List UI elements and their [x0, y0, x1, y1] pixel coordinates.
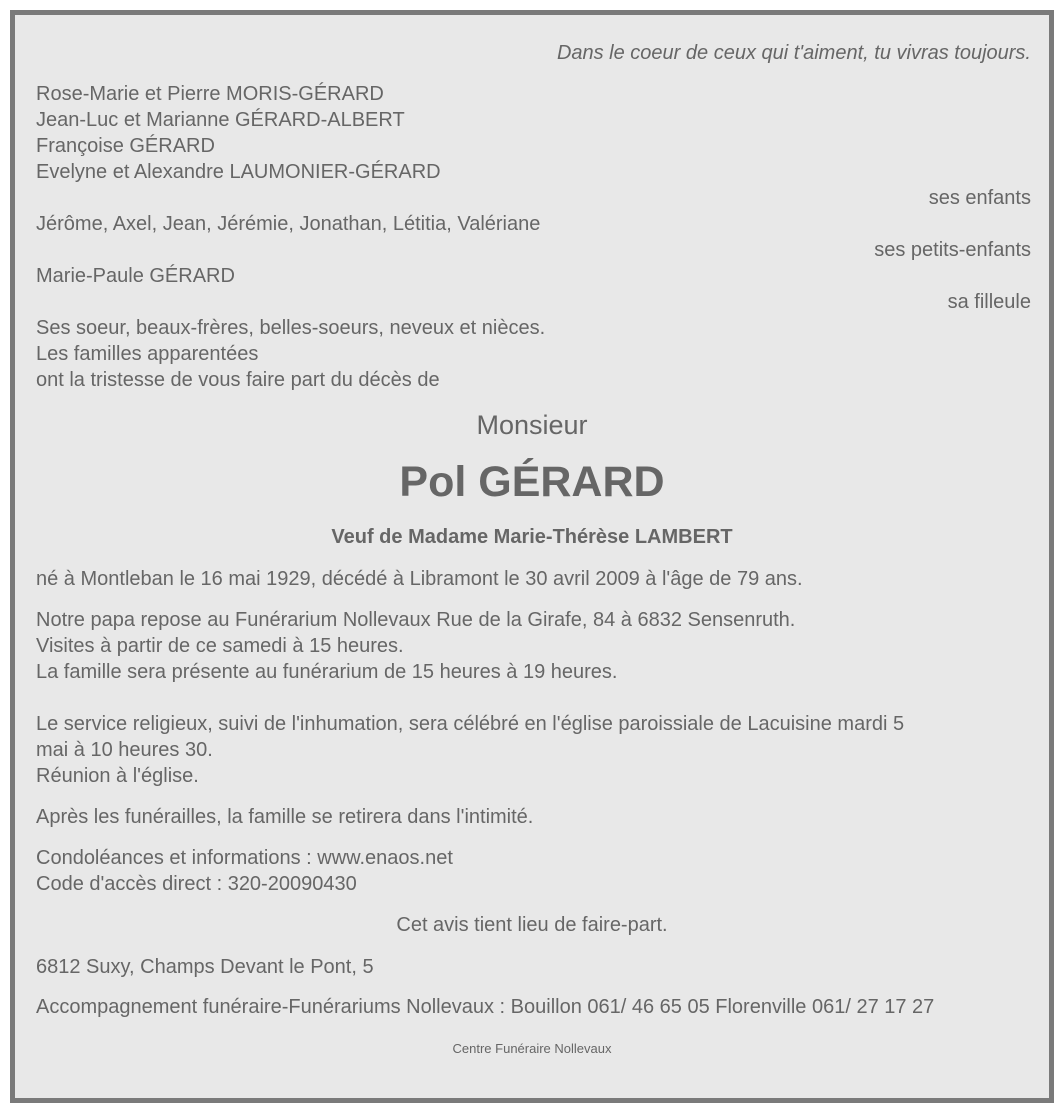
- announcement-line: ont la tristesse de vous faire part du décès de: [36, 369, 440, 391]
- grandchildren-label: ses petits-enfants: [874, 239, 1031, 261]
- service-line: Réunion à l'église.: [36, 765, 199, 787]
- address-line: 6812 Suxy, Champs Devant le Pont, 5: [36, 956, 374, 978]
- widower-of: Veuf de Madame Marie-Thérèse LAMBERT: [331, 526, 733, 548]
- after-funeral-note: Après les funérailles, la famille se retirera dans l'intimité.: [36, 806, 534, 828]
- extended-family-line: Ses soeur, beaux-frères, belles-soeurs, neveux et nièces.: [36, 317, 546, 339]
- birth-death-details: né à Montleban le 16 mai 1929, décédé à Libramont le 30 avril 2009 à l'âge de 79 ans.: [36, 568, 803, 590]
- child-family-line: Rose-Marie et Pierre MORIS-GÉRARD: [36, 83, 384, 105]
- goddaughter-name: Marie-Paule GÉRARD: [36, 265, 235, 287]
- service-line: mai à 10 heures 30.: [36, 739, 213, 761]
- goddaughter-label: sa filleule: [947, 291, 1031, 313]
- grandchildren-names: Jérôme, Axel, Jean, Jérémie, Jonathan, Létitia, Valériane: [36, 213, 541, 235]
- children-label: ses enfants: [928, 187, 1031, 209]
- child-family-line: Jean-Luc et Marianne GÉRARD-ALBERT: [36, 109, 405, 131]
- funeral-services-line: Accompagnement funéraire-Funérariums Nollevaux : Bouillon 061/ 46 65 05 Florenville 061/ 27 17 27: [36, 996, 935, 1018]
- obituary-notice: [10, 10, 1054, 1103]
- notice-line: Cet avis tient lieu de faire-part.: [396, 914, 668, 936]
- visitation-line: La famille sera présente au funérarium de 15 heures à 19 heures.: [36, 661, 618, 683]
- condolences-line: Condoléances et informations : www.enaos.net: [36, 847, 453, 869]
- access-code-line: Code d'accès direct : 320-20090430: [36, 873, 357, 895]
- service-line: Le service religieux, suivi de l'inhumation, sera célébré en l'église paroissiale de Lacuisine mardi 5: [36, 713, 905, 735]
- visitation-line: Notre papa repose au Funérarium Nollevaux Rue de la Girafe, 84 à 6832 Sensenruth.: [36, 609, 796, 631]
- visitation-line: Visites à partir de ce samedi à 15 heures.: [36, 635, 404, 657]
- honorific: Monsieur: [476, 410, 588, 440]
- footer-credit: Centre Funéraire Nollevaux: [452, 1041, 612, 1056]
- deceased-name: Pol GÉRARD: [399, 458, 665, 506]
- extended-family-line: Les familles apparentées: [36, 343, 259, 365]
- memorial-quote: Dans le coeur de ceux qui t'aiment, tu vivras toujours.: [556, 42, 1031, 64]
- child-family-line: Evelyne et Alexandre LAUMONIER-GÉRARD: [36, 161, 441, 183]
- child-family-line: Françoise GÉRARD: [36, 135, 215, 157]
